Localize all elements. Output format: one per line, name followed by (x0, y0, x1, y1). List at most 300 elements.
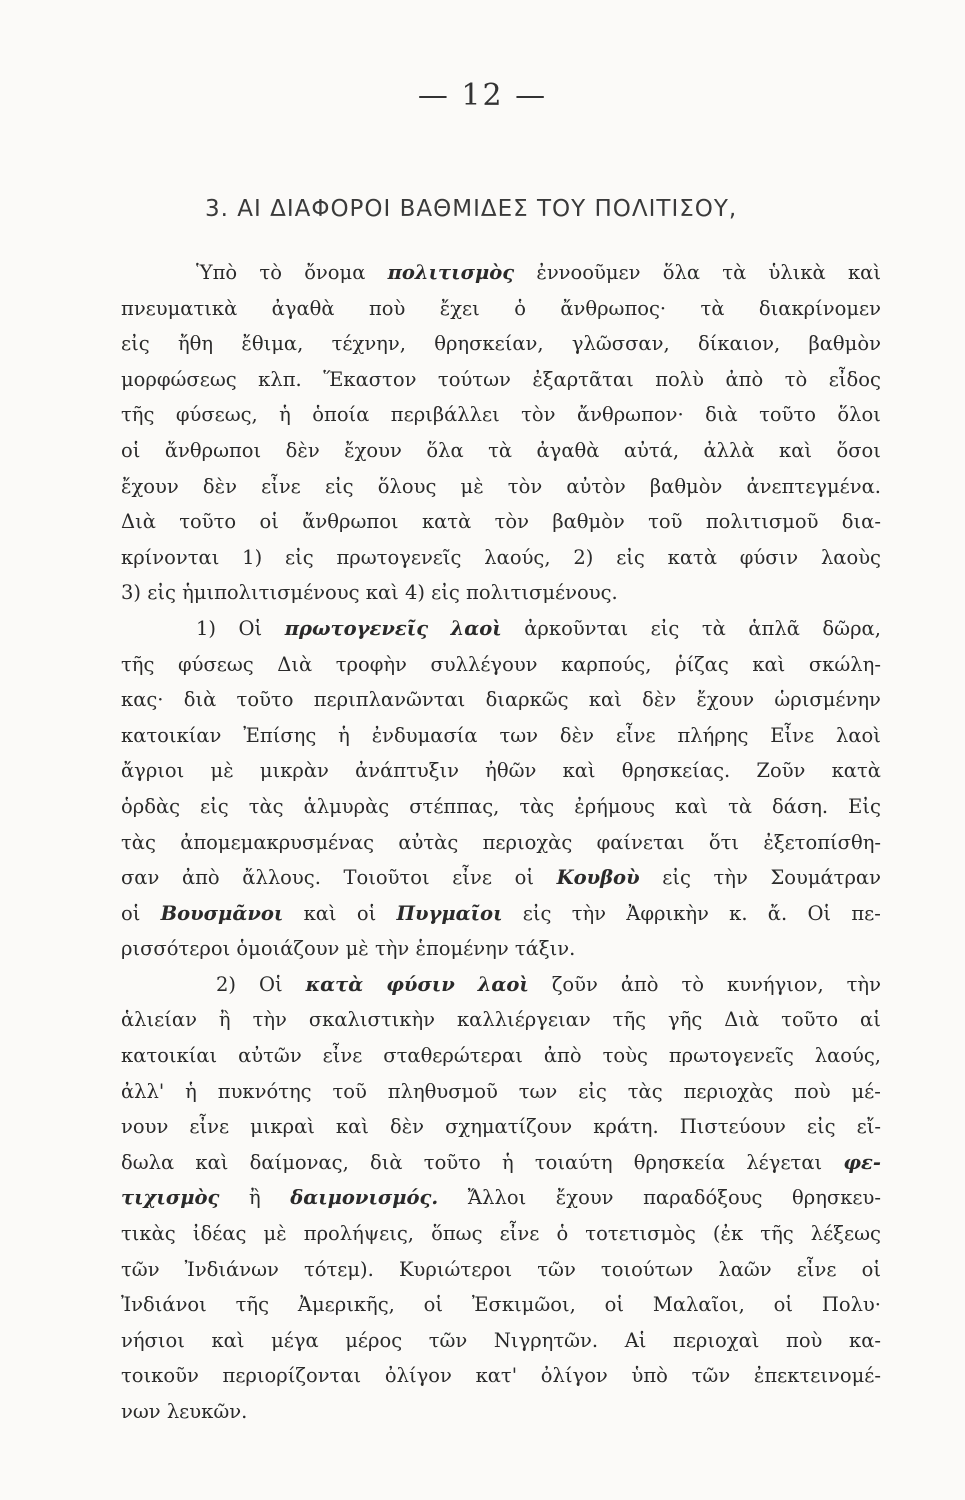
word: ἡ (185, 1079, 197, 1103)
word: τὸ (259, 261, 282, 284)
word: μέρος (345, 1328, 403, 1352)
word: ἰδέας (192, 1222, 247, 1246)
word: πληθυσμοῦ (387, 1079, 498, 1103)
word: καὶ (562, 759, 596, 783)
word: τῶν (537, 1257, 576, 1281)
word: ὀλίγον (384, 1364, 452, 1388)
word: οἱ (773, 1293, 793, 1317)
word: εἰς (324, 474, 354, 498)
word: τοὺς (602, 1044, 648, 1068)
word: ὅσοι (836, 438, 881, 462)
word: οἱ (514, 866, 535, 890)
word: ἀπομεμακρυσμένας (180, 830, 375, 854)
word: τὸν (507, 474, 543, 498)
word: καὶ (195, 1150, 229, 1174)
word: τοτετισμὸς (585, 1222, 696, 1246)
word: ὄνομα (304, 261, 366, 284)
word: ἄνθρωπον· (576, 403, 684, 427)
text-line (121, 433, 881, 469)
word: τὴν (374, 937, 416, 961)
word: λαῶν (718, 1257, 772, 1281)
word: καὶ (752, 652, 786, 676)
word: Αἱ (624, 1328, 647, 1352)
word: Ἀμερικῆς, (297, 1293, 395, 1317)
word: 2) (573, 545, 594, 569)
word: καρπούς, (561, 652, 652, 676)
word: κατὰ (421, 510, 472, 534)
word: ἀπὸ (620, 972, 659, 996)
word: εἰς (200, 794, 229, 818)
word: τῶν (428, 1328, 468, 1352)
word: Εἶνε (770, 723, 815, 747)
word: οἱ (121, 438, 141, 462)
text-line (121, 860, 881, 896)
word: κατὰ (305, 972, 364, 996)
text-line (121, 931, 881, 967)
word: τὰ (701, 616, 726, 640)
word: των (499, 723, 539, 747)
word: ἑπομένην (415, 937, 515, 961)
word: ἀλλὰ (703, 438, 755, 462)
word: των (518, 1079, 558, 1103)
word: θρησκείαν, (434, 332, 544, 356)
word: ἠθῶν (485, 759, 537, 783)
word: ἀγαθὰ (536, 438, 600, 462)
word: Πυγμαῖοι (396, 901, 503, 925)
word: κατὰ (667, 545, 717, 569)
word: ἔχουν (121, 474, 179, 498)
word: δωλα (121, 1150, 175, 1174)
word: καὶ (847, 261, 881, 284)
word: λαοὶ (835, 723, 881, 747)
word: παραδόξους (643, 1186, 763, 1210)
word: τοιούτων (600, 1257, 694, 1281)
word: μὲ (210, 759, 234, 783)
word: ὅλους (377, 474, 437, 498)
word: ὅτι (708, 830, 740, 854)
word: σαν (121, 866, 160, 890)
word: δὲν (642, 688, 677, 712)
word: Ἐσκιμῶοι, (471, 1293, 576, 1317)
word: ἐννοοῦμεν (536, 261, 641, 284)
word: τάξιν. (514, 937, 576, 961)
word: σκαλιστικὴν (308, 1008, 436, 1032)
word: τότεμ). (303, 1257, 374, 1281)
word: λαοὶ (450, 616, 502, 640)
word: στέππας, (409, 794, 500, 818)
word: οἱ (604, 1293, 625, 1317)
text-line (121, 789, 881, 825)
word: τὰς (519, 794, 555, 818)
word: τούτων (437, 367, 511, 391)
text-line (121, 718, 881, 754)
word: κράτη. (593, 1115, 659, 1139)
word: εἰς (285, 545, 314, 569)
word: περιοχαὶ (673, 1328, 760, 1352)
word: διὰ (370, 1150, 403, 1174)
text-line (121, 1358, 881, 1394)
word: τοῦ (648, 510, 683, 534)
word: τὰ (700, 296, 725, 320)
word: ἐξετοπίσθη- (763, 830, 881, 854)
word: Ἐπίσης (243, 723, 317, 747)
word: δαίμονας, (249, 1150, 349, 1174)
word: 1) (196, 616, 217, 640)
word: τῆς (612, 1008, 647, 1032)
word: περιπλανῶνται (313, 688, 466, 712)
word: ἀπὸ (543, 1044, 582, 1068)
word: τροφὴν (335, 652, 407, 676)
word: Διὰ (121, 510, 156, 534)
word: θρησκείας. (621, 759, 731, 783)
word: ὅλα (426, 438, 464, 462)
word: δια- (841, 510, 881, 534)
text-line (121, 362, 881, 398)
word: πυκνότης (217, 1079, 312, 1103)
word: μικρὰν (259, 759, 329, 783)
word: διὰ (183, 688, 217, 712)
word: ὅλα (662, 261, 701, 284)
word: τὸ (784, 367, 808, 391)
word: 4) (404, 581, 432, 605)
word: ὁμοιάζουν (236, 937, 346, 961)
word: φύσεως (177, 652, 254, 676)
word: τὴν (571, 901, 607, 925)
word: περιοχὰς (482, 830, 573, 854)
word: διὰ (705, 403, 738, 427)
word: βαθμὸν (552, 510, 625, 534)
word: πρωτογενεῖς (668, 1044, 794, 1068)
word: εἰς (650, 616, 680, 640)
word: λαοὶ (477, 972, 529, 996)
page-number: — 12 — (417, 78, 548, 113)
word: δὲν (202, 474, 237, 498)
word: τὴν (846, 972, 881, 996)
word: τὰ (722, 261, 747, 284)
word: δάση. (772, 794, 829, 818)
word: Οἱ (238, 616, 263, 640)
text-line (121, 753, 881, 789)
word: Οἱ (258, 972, 283, 996)
word: φαίνεται (596, 830, 685, 854)
word: τῆς (121, 403, 155, 427)
word: κατὰ (831, 759, 881, 783)
word: τῆς (760, 1222, 794, 1246)
word: εἶνε (796, 1257, 837, 1281)
word: ἔχει (439, 296, 480, 320)
word: πολιτισμένους. (466, 581, 618, 605)
word: τοικοῦν (121, 1364, 199, 1388)
word: κλπ. (258, 367, 302, 391)
text-line (121, 611, 881, 647)
word: δίκαιον, (697, 332, 781, 356)
word: ἄ. (767, 901, 788, 925)
word: μικραὶ (250, 1115, 315, 1139)
word: εἴ- (856, 1115, 881, 1139)
word: Μαλαῖοι, (652, 1293, 745, 1317)
word: πολιτισμὸς (387, 261, 515, 284)
word: ἡ (501, 1150, 514, 1174)
word: ἄνθρωποι (302, 510, 399, 534)
word: ἡ (338, 723, 350, 747)
word: δῶρα, (822, 616, 881, 640)
word: ἄνθρωποι (164, 438, 262, 462)
word: Τοιοῦτοι (343, 866, 430, 890)
word: εἶνε (322, 1044, 363, 1068)
word: λέξεως (810, 1222, 881, 1246)
word: τοῦτο (759, 403, 816, 427)
word: Κυριώτεροι (398, 1257, 513, 1281)
word: μὲ (460, 474, 484, 498)
word: μὲ (345, 937, 375, 961)
word: τὰ (488, 438, 513, 462)
word: εἰς (662, 866, 691, 890)
word: Ἰνδιάνων (184, 1257, 279, 1281)
text-line (121, 647, 881, 683)
word: κα- (849, 1328, 881, 1352)
word: δὲν (389, 1115, 425, 1139)
word: βαθμὸν (808, 332, 881, 356)
text-line (121, 1252, 881, 1288)
word: ἄλλους. (242, 866, 321, 890)
word: φύσεως, (175, 403, 258, 427)
word: Ἀφρικὴν (626, 901, 709, 925)
word: λευκῶν. (166, 1400, 248, 1423)
word: ῥίζας (674, 652, 729, 676)
word: κας· (121, 688, 164, 712)
word: ὑλικὰ (768, 261, 826, 284)
word: Σουμάτραν (770, 866, 881, 890)
word: τοῦτο (236, 688, 294, 712)
word: τῶν (691, 1364, 731, 1388)
word: Ἄλλοι (467, 1186, 527, 1210)
word: τὰς (121, 830, 156, 854)
word: πολιτισμοῦ (705, 510, 819, 534)
word: τὴν (252, 1008, 287, 1032)
word: τοῦτο (423, 1150, 481, 1174)
text-line (121, 504, 881, 540)
word: τοῦτο (781, 1008, 839, 1032)
word: καὶ (588, 688, 622, 712)
word: νουν (121, 1115, 169, 1139)
word: φύσιν (386, 972, 455, 996)
text-line (121, 1323, 881, 1359)
word: μέ- (851, 1079, 881, 1103)
word: πρωτογενεῖς (336, 545, 462, 569)
word: καλλιέργειαν (456, 1008, 591, 1032)
text-line (121, 326, 881, 362)
word: εἶνε (452, 866, 493, 890)
word: λαοὺς (820, 545, 881, 569)
word: προλήψεις, (303, 1222, 414, 1246)
text-line (121, 1109, 881, 1145)
word: ἀπὸ (725, 367, 764, 391)
word: ὅπως (431, 1222, 483, 1246)
word: ἔχουν (555, 1186, 614, 1210)
word: δὲν (559, 723, 594, 747)
word: μορφώσεως (121, 367, 237, 391)
word: τοῦτο (179, 510, 237, 534)
word: τὸν (521, 403, 556, 427)
word: ὡρισμένην (774, 688, 881, 712)
word: ἢ (248, 1186, 261, 1210)
word: εἶνε (615, 723, 656, 747)
word: τιχισμὸς (121, 1186, 220, 1210)
word: οἱ (423, 1293, 444, 1317)
word: διακρίνομεν (758, 296, 881, 320)
word: ἀνάπτυξιν (355, 759, 459, 783)
text-line (121, 291, 881, 327)
word: Ἕκαστον (323, 367, 417, 391)
word: τικὰς (121, 1222, 176, 1246)
word: ὁρδὰς (121, 794, 181, 818)
text-line (121, 1038, 881, 1074)
word: εἶνε (189, 1115, 230, 1139)
text-line (121, 1287, 881, 1323)
word: Οἱ (807, 901, 832, 925)
word: τέχνην, (331, 332, 406, 356)
word: λέγεται (746, 1150, 823, 1174)
word: 1) (242, 545, 263, 569)
word: δὲν (285, 438, 320, 462)
word: τῶν (121, 1257, 160, 1281)
word: βαθμὸν (649, 474, 723, 498)
word: ποὺ (794, 1079, 831, 1103)
word: τὴν (713, 866, 748, 890)
word: περιοχὰς (683, 1079, 774, 1103)
word: πολὺ (655, 367, 705, 391)
word: τὰς (627, 1079, 663, 1103)
word: σκώλη- (808, 652, 881, 676)
body-text (121, 255, 881, 1430)
word: ἤθη (177, 332, 214, 356)
word: πλήρης (677, 723, 749, 747)
word: Πιστεύουν (679, 1115, 786, 1139)
word: περιβάλλει (390, 403, 500, 427)
word: ρισσότεροι (121, 937, 237, 961)
text-line (121, 1394, 881, 1430)
word: εἶδος (828, 367, 881, 391)
word: ἔθιμα, (241, 332, 304, 356)
word: ἔχουν (344, 438, 402, 462)
word: μὲ (263, 1222, 287, 1246)
word: ἁπλᾶ (748, 616, 800, 640)
word: καὶ (365, 581, 405, 605)
word: ὀλίγον (540, 1364, 608, 1388)
word: Κουβοὺ (556, 866, 640, 890)
word: ὁποία (312, 403, 370, 427)
word: φύσιν (739, 545, 799, 569)
word: ζοῦν (551, 972, 598, 996)
word: εἰς (147, 581, 183, 605)
word: τοῦ (332, 1079, 367, 1103)
word: Εἰς (848, 794, 881, 818)
word: ἁλμυρὰς (303, 794, 390, 818)
word: ἐρήμους (574, 794, 656, 818)
word: αὐτὰς (398, 830, 459, 854)
word: ἄγριοι (121, 759, 185, 783)
word: κ. (729, 901, 748, 925)
word: οἱ (121, 901, 141, 925)
word: οἱ (356, 901, 377, 925)
word: τοιαύτη (534, 1150, 613, 1174)
word: κατοικίαν (121, 723, 222, 747)
word: πε- (851, 901, 881, 925)
word: θρησκευ- (792, 1186, 881, 1210)
word: 2) (216, 972, 237, 996)
word: εἰς (616, 545, 645, 569)
word: οἱ (861, 1257, 881, 1281)
word: ποὺ (368, 296, 406, 320)
word: Βουσμᾶνοι (160, 901, 284, 925)
word: συλλέγουν (430, 652, 538, 676)
word: κρίνονται (121, 545, 220, 569)
word: τὸ (681, 972, 705, 996)
word: σταθερώτεραι (383, 1044, 523, 1068)
word: κατοικίαι (121, 1044, 218, 1068)
word: ἀνεπτεγμένα. (746, 474, 881, 498)
word: δαιμονισμός. (290, 1186, 439, 1210)
word: λαούς, (814, 1044, 881, 1068)
word: ὁ (514, 296, 526, 320)
word: τῆς (235, 1293, 270, 1317)
word: Διὰ (277, 652, 313, 676)
word: σχηματίζουν (445, 1115, 573, 1139)
word: αὐτά, (623, 438, 680, 462)
text-line (121, 397, 881, 433)
word: οἱ (259, 510, 279, 534)
word: πρωτογενεῖς (284, 616, 429, 640)
word: ἀπὸ (181, 866, 220, 890)
word: γλῶσσαν, (571, 332, 670, 356)
word: τὰς (248, 794, 284, 818)
word: διαρκῶς (485, 688, 569, 712)
word: Ὑπὸ (196, 261, 238, 284)
word: αἱ (860, 1008, 881, 1032)
word: τὰ (728, 794, 753, 818)
text-line (121, 1002, 881, 1038)
word: εἰς (522, 901, 552, 925)
word: νήσιοι (121, 1328, 185, 1352)
word: 3) (121, 581, 148, 605)
word: τὸν (494, 510, 529, 534)
text-line (121, 255, 881, 291)
word: καὶ (335, 1115, 369, 1139)
word: Ζοῦν (756, 759, 806, 783)
section-title: 3. ΑΙ ΔΙΑΦΟΡΟΙ ΒΑΘΜΙΔΕΣ ΤΟΥ ΠΟΛΙΤΙΣΟΥ, (205, 196, 738, 222)
word: αὐτὸν (566, 474, 626, 498)
text-line (121, 1180, 881, 1216)
word: ἡ (279, 403, 291, 427)
word: Ἰνδιάνοι (121, 1293, 207, 1317)
word: πνευματικὰ (121, 296, 238, 320)
text-line (121, 896, 881, 932)
word: καὶ (779, 438, 813, 462)
word: τῆς (121, 652, 155, 676)
word: ὑπὸ (631, 1364, 668, 1388)
word: γῆς (668, 1008, 703, 1032)
word: καὶ (675, 794, 709, 818)
word: περιορίζονται (222, 1364, 362, 1388)
word: ἡμιπολιτισμένους (182, 581, 366, 605)
text-line (121, 469, 881, 505)
word: Πολυ· (821, 1293, 881, 1317)
word: ἔχουν (696, 688, 755, 712)
word: ὁ (556, 1222, 569, 1246)
word: μέγα (271, 1328, 319, 1352)
word: ἀλλ' (121, 1079, 165, 1103)
word: ἀρκοῦνται (524, 616, 629, 640)
